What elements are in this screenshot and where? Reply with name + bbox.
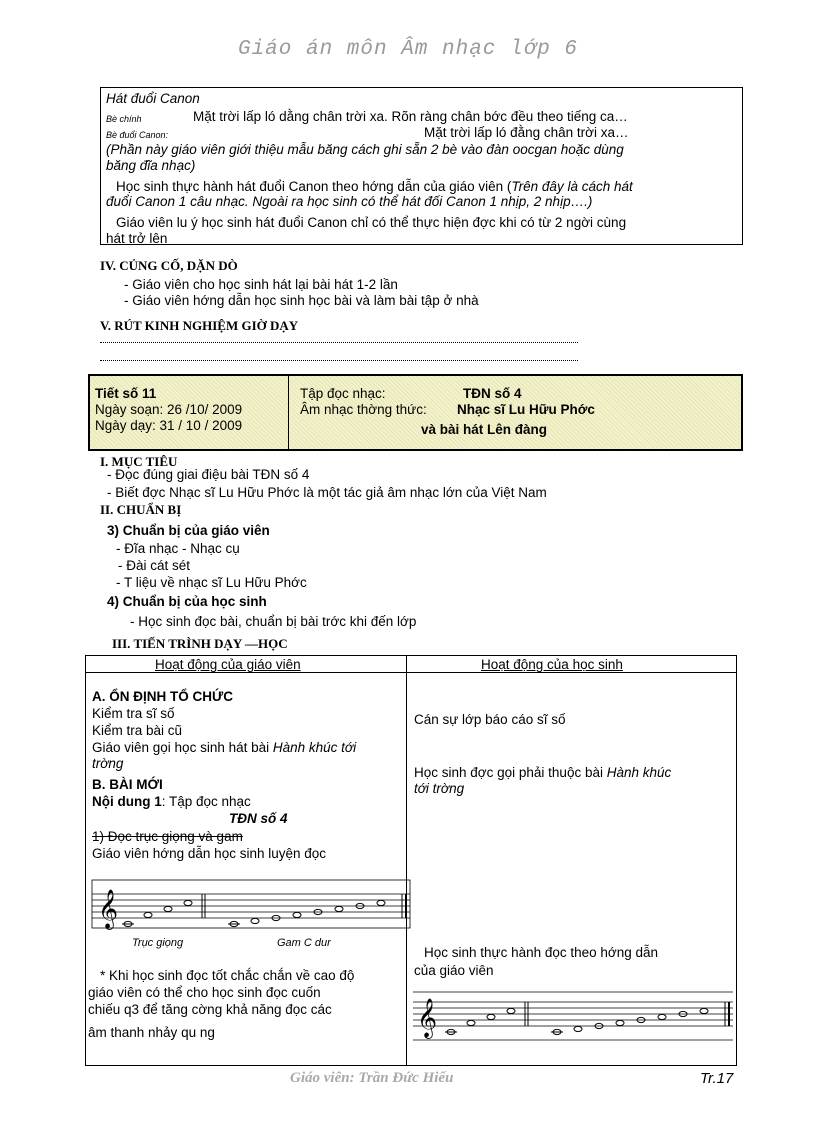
call-student-line-2: trờng	[92, 756, 124, 771]
student-report-attendance: Cán sự lớp báo cáo sĩ số	[414, 712, 566, 727]
teacher-note-line-2: giáo viên có thể cho học sinh đọc cuốn	[88, 985, 321, 1000]
teacher-prep-heading: 3) Chuẩn bị của giáo viên	[107, 523, 270, 538]
tdn-title: TĐN số 4	[229, 811, 288, 826]
call-student-song: Hành khúc tới	[272, 740, 357, 755]
treble-clef-icon: 𝄞	[98, 889, 119, 929]
lesson-prep-date: Ngày soạn: 26 /10/ 2009	[95, 402, 243, 417]
footer-teacher-name: Giáo viên: Trần Đức Hiếu	[290, 1070, 454, 1086]
teacher-note-line-1: * Khi học sinh đọc tốt chắc chắn về cao độ	[100, 968, 355, 983]
canon-title: Hát đuổi Canon	[106, 91, 200, 106]
section-a-heading: A. ỔN ĐỊNH TỔ CHỨC	[92, 689, 233, 704]
dotted-line-2	[100, 359, 578, 361]
check-old-lesson: Kiểm tra bài cũ	[92, 723, 183, 738]
student-music-staff	[413, 992, 733, 1040]
student-column-header: Hoạt động của học sinh	[481, 657, 623, 672]
student-prep-item-1: - Học sinh đọc bài, chuẩn bị bài trớc khi đến lớp	[130, 614, 417, 629]
reading-label: Tập đọc nhạc:	[300, 386, 386, 401]
canon-remark-line-2: hát trở lên	[106, 231, 168, 246]
check-attendance: Kiểm tra sĩ số	[92, 706, 175, 721]
canon-note-line-2: băng đĩa nhạc)	[106, 158, 196, 173]
lesson-teach-date: Ngày dạy: 31 / 10 / 2009	[95, 418, 243, 433]
student-prep-heading: 4) Chuẩn bị của học sinh	[107, 594, 267, 609]
canon-note-line-1: (Phần này giáo viên giới thiệu mẫu băng cách ghi sẵn 2 bè vào đàn oocgan hoặc dùng	[106, 142, 624, 157]
student-called-song: Hành khúc	[606, 765, 672, 780]
read-scale-heading: 1) Đọc trục giọng và gam	[92, 829, 243, 844]
teacher-note-line-3: chiếu q3 để tăng cờng khả năng đọc các	[88, 1002, 332, 1017]
music-appreciation-value-1: Nhạc sĩ Lu Hữu Phớc	[457, 402, 595, 417]
call-student-text: Giáo viên gọi học sinh hát bài	[92, 740, 273, 755]
lesson-number: Tiết số 11	[95, 386, 157, 401]
canon-practice-line-1	[116, 179, 633, 194]
student-practice-line-1: Học sinh thực hành đọc theo hớng dẫn	[424, 945, 659, 960]
be-chinh-text: Mặt trời lấp ló dằng chân trời xa. Rõn ràng chân bớc đều theo tiếng ca…	[193, 109, 628, 124]
section-iv-item-2: - Giáo viên hớng dẫn học sinh học bài và làm bài tập ở nhà	[124, 293, 479, 308]
teacher-prep-item-1: - Đĩa nhạc - Nhạc cụ	[116, 541, 240, 556]
treble-clef-icon: 𝄞	[417, 998, 438, 1038]
be-chinh-label: Bè chính	[106, 114, 142, 124]
teacher-note-line-4: âm thanh nhảy qu ng	[88, 1025, 215, 1040]
be-duoi-text: Mặt trời lấp ló đằng chân trời xa…	[424, 125, 629, 140]
section-i-item-1: - Đọc đúng giai điệu bài TĐN số 4	[107, 467, 310, 482]
canon-remark-line-1: Giáo viên lu ý học sinh hát đuổi Canon chỉ có thể thực hiện đợc khi có từ 2 ngời cùng	[116, 215, 627, 230]
teacher-prep-item-2: - Đài cát sét	[118, 558, 191, 573]
teacher-guide-reading: Giáo viên hớng dẫn học sinh luyện đọc	[92, 846, 327, 861]
student-called-text: Học sinh đợc gọi phải thuộc bài	[414, 765, 607, 780]
canon-practice-line-2: đuổi Canon 1 câu nhạc. Ngoài ra học sinh có thể hát đối Canon 1 nhịp, 2 nhịp….)	[106, 194, 593, 209]
tonic-chord-label: Trục giọng	[132, 937, 184, 949]
canon-practice-italic: Trên đây là cách hát	[511, 179, 633, 194]
teacher-column-header: Hoạt động của giáo viên	[155, 657, 301, 672]
dotted-line-1	[100, 341, 578, 343]
section-i-item-2: - Biết đợc Nhạc sĩ Lu Hữu Phớc là một tác giả âm nhạc lớn của Việt Nam	[107, 485, 547, 500]
call-student-line-1	[92, 740, 356, 755]
content-1-value: : Tập đọc nhạc	[161, 794, 251, 809]
music-appreciation-value-2: và bài hát Lên đàng	[421, 422, 548, 437]
activity-table-header-rule	[85, 672, 737, 673]
lesson-info-divider	[288, 374, 289, 451]
music-appreciation-label: Âm nhạc thờng thức:	[300, 402, 427, 417]
section-b-heading: B. BÀI MỚI	[92, 777, 163, 792]
content-1	[92, 794, 251, 809]
section-v-heading: V. RÚT KINH NGHIỆM GIỜ DẠY	[100, 318, 299, 333]
page-title: Giáo án môn Âm nhạc lớp 6	[237, 38, 579, 61]
section-iv-item-1: - Giáo viên cho học sinh hát lại bài hát 1-2 lần	[124, 277, 398, 292]
teacher-music-staff	[92, 880, 410, 928]
section-iii-heading: III. TIẾN TRÌNH DẠY —HỌC	[112, 636, 288, 651]
section-ii-heading: II. CHUẨN BỊ	[100, 502, 182, 517]
section-i-heading: I. MỤC TIÊU	[100, 454, 178, 469]
c-major-scale-label: Gam C dur	[277, 937, 331, 949]
content-1-label: Nội dung 1	[92, 794, 162, 809]
student-practice-line-2: của giáo viên	[414, 963, 494, 978]
footer-page-number: Tr.17	[700, 1070, 734, 1087]
activity-table-divider	[406, 655, 407, 1066]
reading-value: TĐN số 4	[463, 386, 522, 401]
section-iv-heading: IV. CỦNG CỐ, DẶN DÒ	[100, 258, 238, 273]
be-duoi-label: Bè đuổi Canon:	[106, 130, 169, 140]
teacher-prep-item-3: - T liệu về nhạc sĩ Lu Hữu Phớc	[116, 575, 307, 590]
student-called-line-1	[414, 765, 671, 780]
canon-practice-text: Học sinh thực hành hát đuổi Canon theo hớng dẫn của giáo viên (	[116, 179, 512, 194]
student-called-line-2: tới trờng	[414, 781, 465, 796]
